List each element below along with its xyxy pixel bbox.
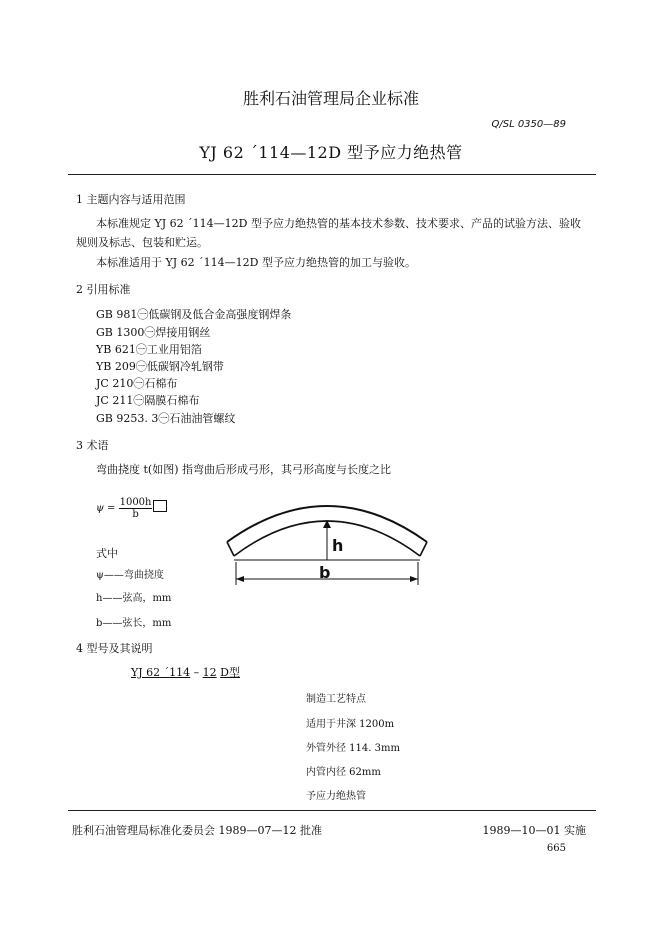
formula-box <box>153 500 167 512</box>
section-1-para1-line1: 本标准规定 YJ 62 ´114—12D 型予应力绝热管的基本技术参数、技术要求、产品的试验方法、验收 <box>96 217 581 230</box>
header-rule <box>68 174 596 175</box>
reference-item: YB 621㊀工业用铝箔 <box>96 343 202 356</box>
label-h: h <box>332 536 344 555</box>
symbol-definition: b——弦长，mm <box>96 618 172 629</box>
section-4-heading: 4 型号及其说明 <box>76 642 153 655</box>
org-title: 胜利石油管理局企业标准 <box>242 89 419 108</box>
symbol-definition: h——弦高，mm <box>96 593 172 604</box>
pipe-left-end <box>227 542 234 556</box>
model-explanation: 内管内径 62mm <box>306 767 381 778</box>
section-1-para2: 本标准适用于 YJ 62 ´114—12D 型予应力绝热管的加工与验收。 <box>96 256 416 269</box>
reference-item: GB 9253. 3㊀石油油管螺纹 <box>96 412 236 425</box>
dimension-arrow-right <box>410 576 418 582</box>
doc-title: YJ 62 ´114—12D 型予应力绝热管 <box>199 143 463 162</box>
term-definition: 弯曲挠度 t(如图) 指弯曲后形成弓形，其弓形高度与长度之比 <box>96 463 391 476</box>
reference-item: GB 1300㊀焊接用钢丝 <box>96 326 211 339</box>
model-explanation: 适用于井深 1200m <box>306 719 395 730</box>
model-explanation: 制造工艺特点 <box>306 694 366 705</box>
page-number: 665 <box>546 843 566 854</box>
formula <box>96 497 167 520</box>
standard-number: Q/SL 0350—89 <box>491 119 566 130</box>
reference-item: JC 210㊀石棉布 <box>96 377 178 390</box>
model-explanation: 予应力绝热管 <box>306 791 366 802</box>
model-dash: – <box>190 666 203 679</box>
pipe-right-end <box>420 542 427 556</box>
formula-fraction <box>119 497 153 520</box>
section-3-heading: 3 术语 <box>76 439 109 452</box>
model-part-d: 型 <box>229 666 240 679</box>
formula-denominator: b <box>132 509 139 520</box>
section-2-heading: 2 引用标准 <box>76 283 131 296</box>
formula-numerator: 1000h <box>119 497 152 508</box>
approval-line: 胜利石油管理局标准化委员会 1989—07—12 批准 <box>72 824 322 837</box>
reference-item: JC 211㊀隔膜石棉布 <box>96 394 200 407</box>
reference-item: YB 209㊀低碳钢冷轧钢带 <box>96 360 224 373</box>
dimension-arrow-left <box>236 576 244 582</box>
model-designation <box>131 664 240 680</box>
formula-lhs: ψ = <box>96 503 116 514</box>
section-1-heading: 1 主题内容与适用范围 <box>76 193 186 206</box>
model-part-a: 114 <box>169 666 191 679</box>
effective-date: 1989—10—01 实施 <box>482 824 586 837</box>
model-part-c: D <box>220 666 229 679</box>
model-part-b: 12 <box>202 666 217 679</box>
symbol-definition: ψ——弯曲挠度 <box>96 570 164 581</box>
where-label: 式中 <box>96 547 118 560</box>
bent-pipe-figure <box>222 490 432 600</box>
section-1-para1-line2: 规则及标志、包装和贮运。 <box>76 236 208 249</box>
reference-item: GB 981㊀低碳钢及低合金高强度钢焊条 <box>96 308 292 321</box>
label-b: b <box>319 563 331 582</box>
footer-rule <box>68 810 596 811</box>
model-explanation: 外管外径 114. 3mm <box>306 743 400 754</box>
model-prefix: YJ 62 ´ <box>131 666 170 679</box>
